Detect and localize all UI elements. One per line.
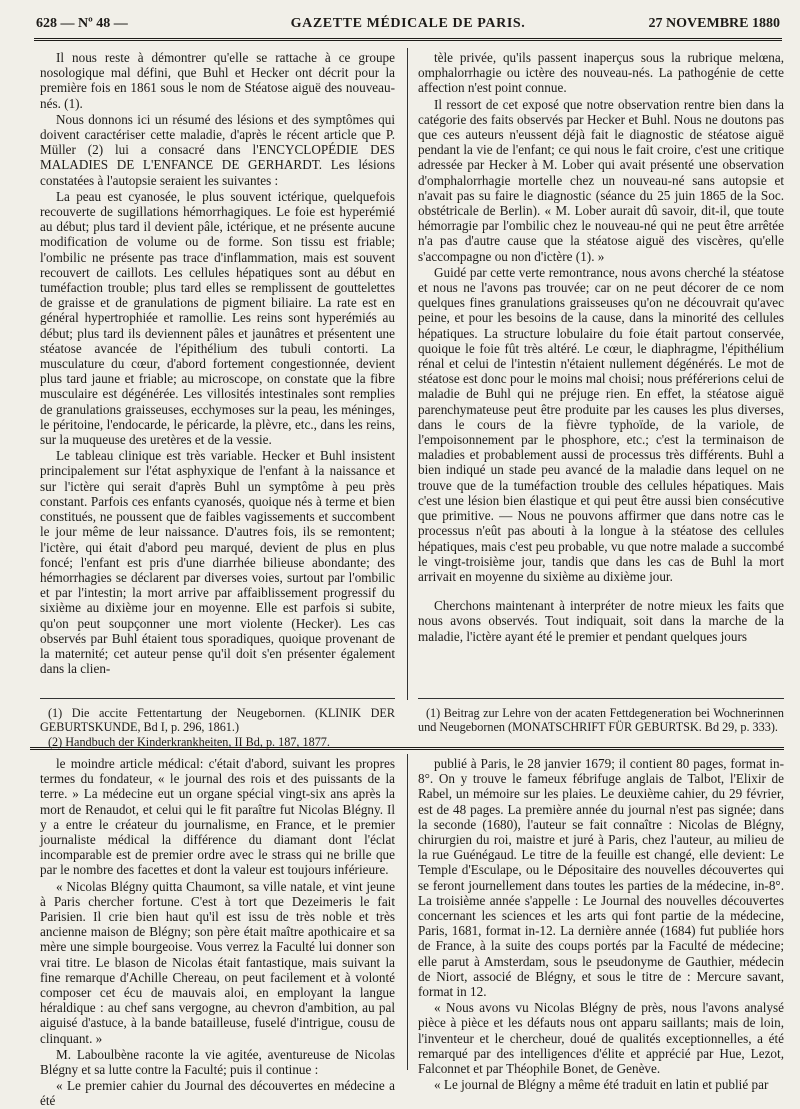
paragraph: le moindre article médical: c'était d'abord, suivant les propres termes du fondateur, « le journal des rois et des puissants de la terre. » La médecine eut un organe spécial vingt-six ans après la mort de Renaudot, et celui qui le fit paraître fut Nicolas Blégny. Il y a entre le créateur du journalisme, en France, et le premier journaliste médical la différence du diamant dont l'éclat incomparable est de premier ordre avec le strass qui ne brille que par le nombre des facettes et dont la valeur est toujours inférieure. xyxy=(40,756,395,878)
paragraph: M. Laboulbène raconte la vie agitée, aventureuse de Nicolas Blégny et sa lutte contre la Faculté; puis il continue : xyxy=(40,1046,395,1078)
paragraph: « Nous avons vu Nicolas Blégny de près, nous l'avons analysé pièce à pièce et les défauts nous ont apparu saillants; mais de loin, l'inventeur et le chercheur, doué de qualités exceptionnelles, a été remarqué par des intelligences d'élite et apprécié par Hue, Lezot, Falconnet et par Théophile Bonet, de Genève. xyxy=(418,1000,784,1077)
page-number: 628 — Nº 48 — xyxy=(36,16,128,31)
paragraph: Il nous reste à démontrer qu'elle se rattache à ce groupe nosologique mal défini, que Buhl et Hecker ont décrit pour la première fois en 1861 sous le nom de Stéatose aiguë des nouveau-nés. (1). xyxy=(40,50,395,111)
paragraph: Il ressort de cet exposé que notre observation rentre bien dans la catégorie des faits observés par Hecker et Buhl. Nous ne doutons pas que ces auteurs n'eussent déjà fait le diagnostic de stéatose aiguë pendant la vie de l'enfant; ce qui nous le fait croire, c'est une critique adressée par Hecker à M. Lober qui avait présenté une observation d'omphalorrhagie mortelle chez un nouveau-né sans autopsie et n'avait pas su faire le diagnostic (séance du 25 juin 1865 de la Soc. obstétricale de Berlin). « M. Lober aurait dû savoir, dit-il, que toute hémorragie par l'ombilic chez le nouveau-né qui ne peut être arrêtée n'a pas d'autre cause que la stéatose aiguë des viscères, qu'elle s'accompagne ou non d'ictère (1). » xyxy=(418,96,784,264)
lower-right-column xyxy=(418,756,784,1093)
footnote: (2) Handbuch der Kinderkrankheiten, II Bd, p. 187, 1877. xyxy=(48,734,330,749)
footnote: (1) Die accite Fettentartung der Neugebornen. (KLINIK DER GEBURTSKUNDE, Bd I, p. 296, 1861.) xyxy=(40,706,395,735)
paragraph: Guidé par cette verte remontrance, nous avons cherché la stéatose et nous ne l'avons pas trouvée; car on ne peut décorer de ce nom quelques fines granulations graisseuses qu'on ne découvrait qu'avec peine, et pour les besoins de la cause, dans la minorité des cellules hépatiques. La structure lobulaire du foie était partout conservée, quoique le foie fût très altéré. Le cœur, le diaphragme, l'épithélium rénal et celui de l'intestin n'étaient nullement dégénérés. Le mot de stéatose est donc pour le moins mal choisi; nous préférerions celui de maladie de Buhl qui ne préjuge rien. En effet, la stéatose aiguë parenchymateuse peut être produite par les causes les plus diverses, dans le cours de la fièvre typhoïde, de la variole, de l'empoisonnement par le phosphore, etc.; c'est la terminaison de maladies et probablement aussi de processus très différents. Buhl a bien indiqué un stade peu avancé de la maladie dans lequel on ne trouve que de la tuméfaction trouble des cellules hépatiques. Mais c'est une lésion bien élastique et qui peut être aussi bien consécutive que primitive. — Nous ne pouvons affirmer que dans notre cas le processus n'eût pas abouti à la longue à la stéatose des cellules hépatiques, mais c'est peu probable, vu que notre malade a succombé le vingt-troisième jour, tandis que dans les cas de Buhl la mort arrivait en moyenne du sixième au dixième jour. xyxy=(418,264,784,584)
column-rule xyxy=(407,754,408,1070)
footnote: (1) Beitrag zur Lehre von der acaten Fettdegeneration bei Wochnerinnen und Neugebornen (MONATSCHRIFT FÜR GEBURTSK. Bd 29, p. 333). xyxy=(418,706,784,735)
paragraph: publié à Paris, le 28 janvier 1679; il contient 80 pages, format in-8°. On y trouve le fameux fébrifuge anglais de Talbot, l'Elixir de Rabel, un mémoire sur les plaies. Le deuxième cahier, du 29 février, est de 48 pages. La première année du journal n'est pas signée; dans la seconde (1680), l'auteur se fait connaître : Nicolas de Blégny, chirurgien du roi, maistre et juré à Paris, chez l'auteur, au milieu de la rue Guénégaud. Le titre de la feuille est changé, elle devient: Le Temple d'Esculape, ou le Dépositaire des nouvelles découvertes qui se feront journellement dans toutes les parties de la médecine, in-8°. La troisième année s'appelle : Le Journal des nouvelles découvertes concernant les sciences et les arts qui font partie de la médecine, Paris, 1681, format in-12. La dernière année (1684) fut publiée hors de France, à la suite des coups portés par la Faculté de médecine; elle parut à Amsterdam, sous le pseudonyme de Gauthier, médecin de Niort, associé de Blégny, et sous le titre de : Mercure savant, format in 12. xyxy=(418,756,784,1000)
paragraph: Nous donnons ici un résumé des lésions et des symptômes qui doivent caractériser cette maladie, d'après le récent article que P. Müller (2) lui a consacré dans l'ENCYCLOPÉDIE DES MALADIES DE L'ENFANCE DE GERHARDT. Les lésions constatées à l'autopsie seraient les suivantes : xyxy=(40,111,395,188)
paragraph: tèle privée, qu'ils passent inaperçus sous la rubrique melœna, omphalorrhagie ou ictère des nouveau-nés. La pathogénie de cette affection n'est point connue. xyxy=(418,50,784,96)
paragraph: Le tableau clinique est très variable. Hecker et Buhl insistent principalement sur l'état asphyxique de l'enfant à la naissance et sur l'ictère qui serait d'après Buhl un symptôme à peu près constant. Parfois ces enfants cyanosés, quoique nés à terme et bien constitués, ne poussent que de faibles vagissements et succombent le jour même de leur naissance. D'autres fois, ils se remontent; l'ictère, qui était d'abord peu marqué, devient de plus en plus foncé; l'enfant est pris d'une diarrhée bilieuse abondante; des hémorrhagies se déclarent par diverses voies, surtout par l'ombilic et par l'intestin; la mort arrive par affaiblissement progressif du sixième au dixième jour en moyenne. Elle est parfois si subite, qu'on peut soupçonner une mort violente (Hecker). Les cas observés par Buhl étaient tous sporadiques, quoique provenant de la maternité; cet auteur pense qu'il doit s'en présenter également dans la clien- xyxy=(40,448,395,677)
paragraph: « Nicolas Blégny quitta Chaumont, sa ville natale, et vint jeune à Paris chercher fortune. C'est à tort que Dezeimeris le fait Parisien. Il crie bien haut qu'il est issu de très noble et très ancienne maison de Blégny; son père était maître apothicaire et sa mère une simple bourgeoise. Vous verrez la Faculté lui donner son vrai titre. Le blason de Nicolas était fantastique, mais suivant la fine remarque d'Achille Chereau, on peut facilement et à volonté composer cet écu de mauvais aloi, en employant la langue héraldique : au chef sans vergogne, au chevron d'ambition, au pal aiguisé d'astuce, à la bande batailleuse, fuselé d'intrigue, cousu de clinquant. » xyxy=(40,878,395,1046)
section-divider xyxy=(30,747,784,750)
paragraph: « Le journal de Blégny a même été traduit en latin et publié par xyxy=(434,1077,769,1093)
footnotes-left xyxy=(40,706,395,749)
header-rule xyxy=(34,38,782,41)
footnote-rule xyxy=(418,698,784,699)
paragraph: La peau est cyanosée, le plus souvent ictérique, quelquefois recouverte de sugillations hémorrhagiques. Le foie est hyperémié au début; plus tard il devient pâle, ictérique, et ne présente aucune modification de volume ou de forme. Son tissu est friable; l'ombilic ne présente pas trace d'inflammation, mais est souvent recouvert de caillots. Les cellules hépatiques sont au début en tuméfaction trouble; plus tard elles se remplissent de gouttelettes de graisse et de granulations de pigment biliaire. La rate est en général hypertrophiée et ramollie. Les reins sont hyperémiés au début; plus tard ils deviennent pâles et jaunâtres et présentent une stéatose avancée de l'épithélium des tubuli contorti. La musculature du cœur, d'abord fortement congestionnée, devient plus tard jaune et friable; au microscope, on constate que la fibre musculaire est dégénérée. Les villosités intestinales sont remplies de granulations graisseuses, ecchymoses sur la peau, les méninges, le péritoine, l'endocarde, le péricarde, la plèvre, etc., dans les reins, sur la muqueuse des uretères et de la vessie. xyxy=(40,188,395,448)
paragraph: Cherchons maintenant à interpréter de notre mieux les faits que nous avons observés. Tout indiquait, soit dans la marche de la maladie, l'ictère ayant été le premier et pendant quelques jours xyxy=(418,598,784,644)
paragraph: « Le premier cahier du Journal des découvertes en médecine a été xyxy=(40,1078,395,1109)
lower-left-column xyxy=(40,756,395,1109)
upper-right-column xyxy=(418,50,784,680)
page-header xyxy=(36,14,780,36)
column-rule xyxy=(407,48,408,700)
footnotes-right xyxy=(418,706,784,735)
issue-date: 27 NOVEMBRE 1880 xyxy=(648,16,780,31)
upper-left-column xyxy=(40,50,395,680)
journal-title: GAZETTE MÉDICALE DE PARIS. xyxy=(290,16,526,31)
footnote-rule xyxy=(40,698,395,699)
